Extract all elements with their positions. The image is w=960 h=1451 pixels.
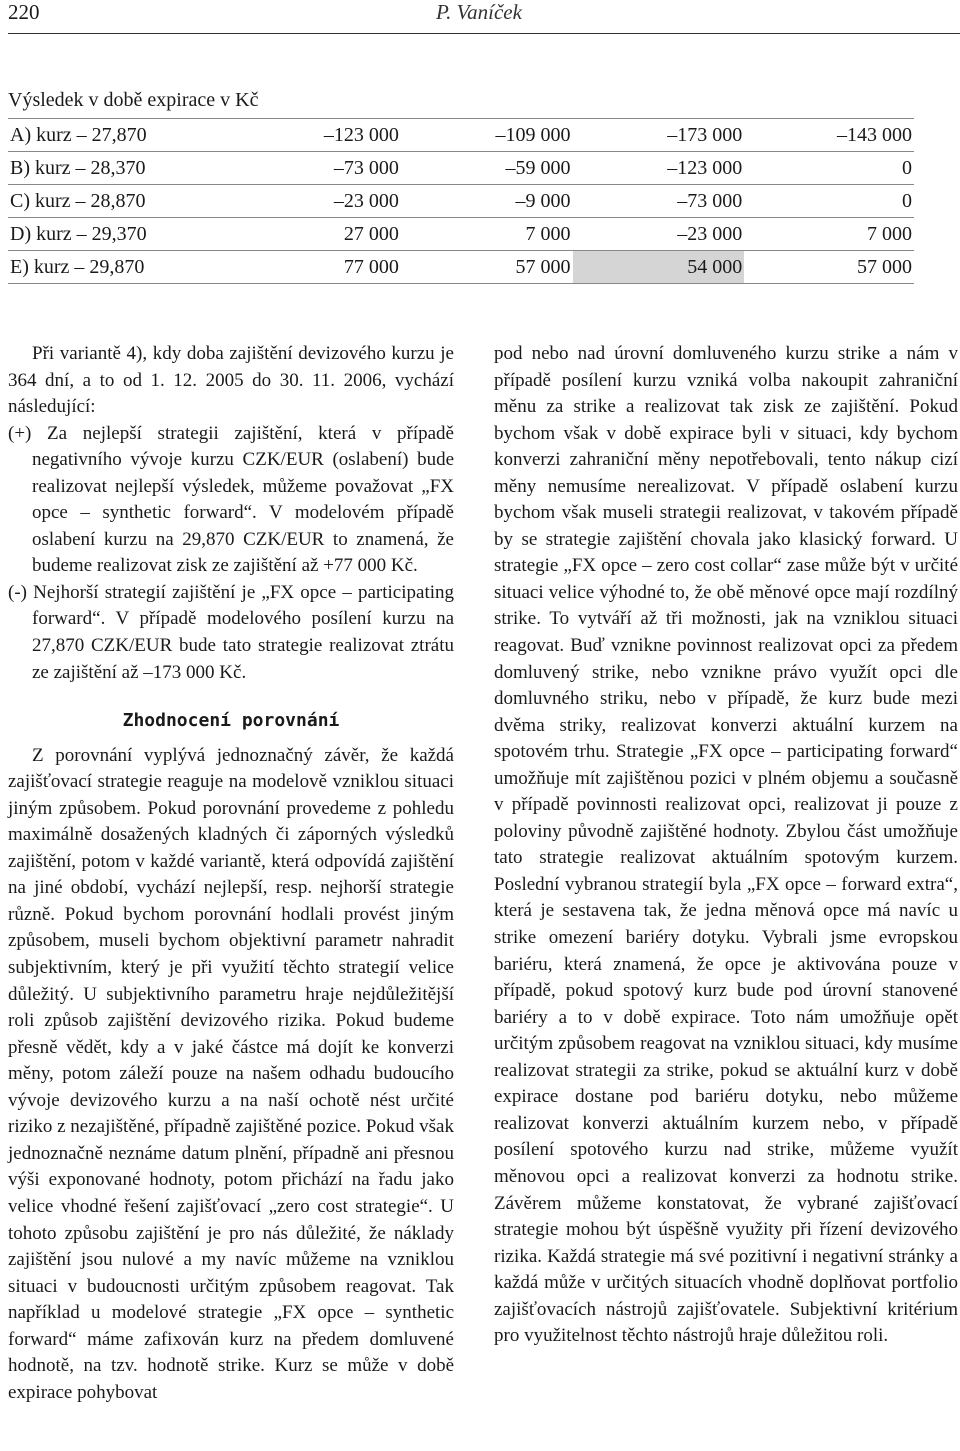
row-label: E) kurz – 29,870 [8, 251, 219, 284]
table-cell: –73 000 [573, 185, 745, 218]
section-heading: Zhodnocení porovnání [122, 710, 340, 732]
table-cell: –143 000 [744, 119, 914, 152]
row-label: A) kurz – 27,870 [8, 119, 219, 152]
table-cell: –173 000 [573, 119, 745, 152]
page-header [8, 0, 960, 26]
table-row [8, 251, 914, 284]
body-paragraph: Z porovnání vyplývá jednoznačný závěr, že každá zajišťovací strategie reaguje na modelově vzniklou situaci jiným způsobem. Pokud porovnání provedeme z pohledu maximálně dosažených kladných či záporných výsledků zajištění, potom v každé variantě, která odpovídá zajištění na jiné období, vychází nejlepší, resp. nejhorší strategie různě. Pokud bychom porovnání hodlali provést jiným způsobem, museli bychom objektivní parametr nahradit subjektivním, který je při využití těchto strategií velice důležitý. U subjektivního parametru hraje nejdůležitější roli způsob zajištění devizového rizika. Pokud budeme přesně vědět, kdy a v jaké částce má dojít ke konverzi měny, potom záleží pouze na našem odhadu budoucího vývoje devizového kurzu a na naší ochotě nést určité riziko z nezajištěné, případně zajištěné pozice. Pokud však jednoznačně neznáme datum plnění, případně ani přesnou výši exponované hodnoty, potom přichází na řadu jako velice vhodné řešení zajišťovací „zero cost strategie“. U tohoto způsobu zajištění je pro nás důležité, že náklady zajištění jsou nulové a my navíc můžeme na vzniklou situaci v budoucnosti určitým způsobem reagovat. Tak například u modelové strategie „FX opce – synthetic forward“ máme zafixován kurz na předem domluvené hodnotě, na tzv. hodnotě strike. Kurz se může v době expirace pohybovat [8, 744, 454, 1403]
table-cell: –59 000 [401, 152, 573, 185]
table-cell: 0 [744, 185, 914, 218]
header-divider [8, 33, 960, 34]
table-cell: –9 000 [401, 185, 573, 218]
table-cell: –23 000 [573, 218, 745, 251]
table-cell: 57 000 [401, 251, 573, 284]
table-cell: 0 [744, 152, 914, 185]
table-cell: –23 000 [219, 185, 401, 218]
row-label: C) kurz – 28,870 [8, 185, 219, 218]
page-number: 220 [8, 0, 40, 24]
table-caption: Výsledek v době expirace v Kč [8, 89, 259, 111]
table-cell: 27 000 [219, 218, 401, 251]
row-label: D) kurz – 29,370 [8, 218, 219, 251]
worst-strategy-item: (-) Nejhorší strategií zajištění je „FX opce – participating forward“. V případě modelového posílení kurzu na 27,870 CZK/EUR bude tato strategie realizovat ztrátu ze zajištění až –173 000 Kč. [8, 581, 454, 683]
table-row [8, 218, 914, 251]
highlighted-cell: 54 000 [573, 251, 745, 284]
table-cell: 7 000 [401, 218, 573, 251]
table-row [8, 119, 914, 152]
table-cell: –109 000 [401, 119, 573, 152]
result-table [8, 118, 914, 284]
intro-paragraph: Při variantě 4), kdy doba zajištění devizového kurzu je 364 dní, a to od 1. 12. 2005 do 30. 11. 2006, vychází následující: [8, 343, 454, 418]
table-cell: 77 000 [219, 251, 401, 284]
table-row [8, 185, 914, 218]
best-strategy-item: (+) Za nejlepší strategii zajištění, která v případě negativního vývoje kurzu CZK/EUR (oslabení) bude realizovat nejlepší výsledek, můžeme považovat „FX opce – synthetic forward“. V modelovém případě oslabení kurzu na 29,870 CZK/EUR to znamená, že budeme realizovat zisk ze zajištění až +77 000 Kč. [8, 422, 454, 577]
right-column [494, 341, 958, 1350]
body-paragraph: pod nebo nad úrovní domluveného kurzu strike a nám v případě posílení kurzu vzniká volba nakoupit zahraniční měnu za strike a realizovat tak zisk ze zajištění. Pokud bychom však v době expirace byli v situaci, kdy bychom konverzi zahraniční měny nepotřebovali, tento nákup cizí měny nemusíme nerealizovat. V případě oslabení kurzu bychom však museli strategii realizovat, v takovém případě by se strategie zajištění chovala jako klasický forward. U strategie „FX opce – zero cost collar“ zase může být v určité situaci velice výhodné to, že obě měnové opce mají rozdílný strike. To vytváří až tři možnosti, jak na vzniklou situaci reagovat. Buď vznikne povinnost realizovat opci za předem domluvený strike, nebo vznikne právo využít opci dle domluvného striku, nebo v případě, že kurz bude mezi dvěma striky, realizovat konverzi aktuální kurzem na spotovém trhu. Strategie „FX opce – participating forward“ umožňuje mít zajištěnou pozici v plném objemu a současně v případě povinnosti realizovat opci, realizovat ji pouze z poloviny původně zajištěné hodnoty. Zbylou část umožňuje tato strategie realizovat aktuálním spotovým kurzem. Poslední vybranou strategií byla „FX opce – forward extra“, která je sestavena tak, že jedna měnová opce má navíc u strike omezení bariéry dotyku. Vybrali jsme evropskou bariéru, která znamená, že opce je aktivována pouze v případě, pokud spotový kurz bude pod úrovní stanovené bariéry a to v době expirace. Toto nám umožňuje opět určitým způsobem reagovat na vzniklou situaci, kdy musíme realizovat strategii za strike, pokud se aktuální kurz v době expirace dostane pod bariéru dotyku, nebo můžeme realizovat konverzi aktuálním kurzem nebo, v případě posílení spotového kurzu nad strike, můžeme využít měnovou opci a realizovat konverzi za hodnotu strike. Závěrem můžeme konstatovat, že vybrané zajišťovací strategie mohou být úspěšně využity při řízení devizového rizika. Každá strategie má své pozitivní i negativní stránky a každá může v určitých situacích vhodně doplňovat portfolio zajišťovacích nástrojů zajišťovatele. Subjektivní kritérium pro využitelnost těchto nástrojů hraje důležitou roli. [494, 343, 958, 1347]
table-row [8, 152, 914, 185]
left-column [8, 341, 454, 1406]
table-cell: 57 000 [744, 251, 914, 284]
running-head: P. Vaníček [436, 0, 522, 24]
table-cell: –73 000 [219, 152, 401, 185]
table-cell: 7 000 [744, 218, 914, 251]
row-label: B) kurz – 28,370 [8, 152, 219, 185]
table-cell: –123 000 [219, 119, 401, 152]
table-cell: –123 000 [573, 152, 745, 185]
